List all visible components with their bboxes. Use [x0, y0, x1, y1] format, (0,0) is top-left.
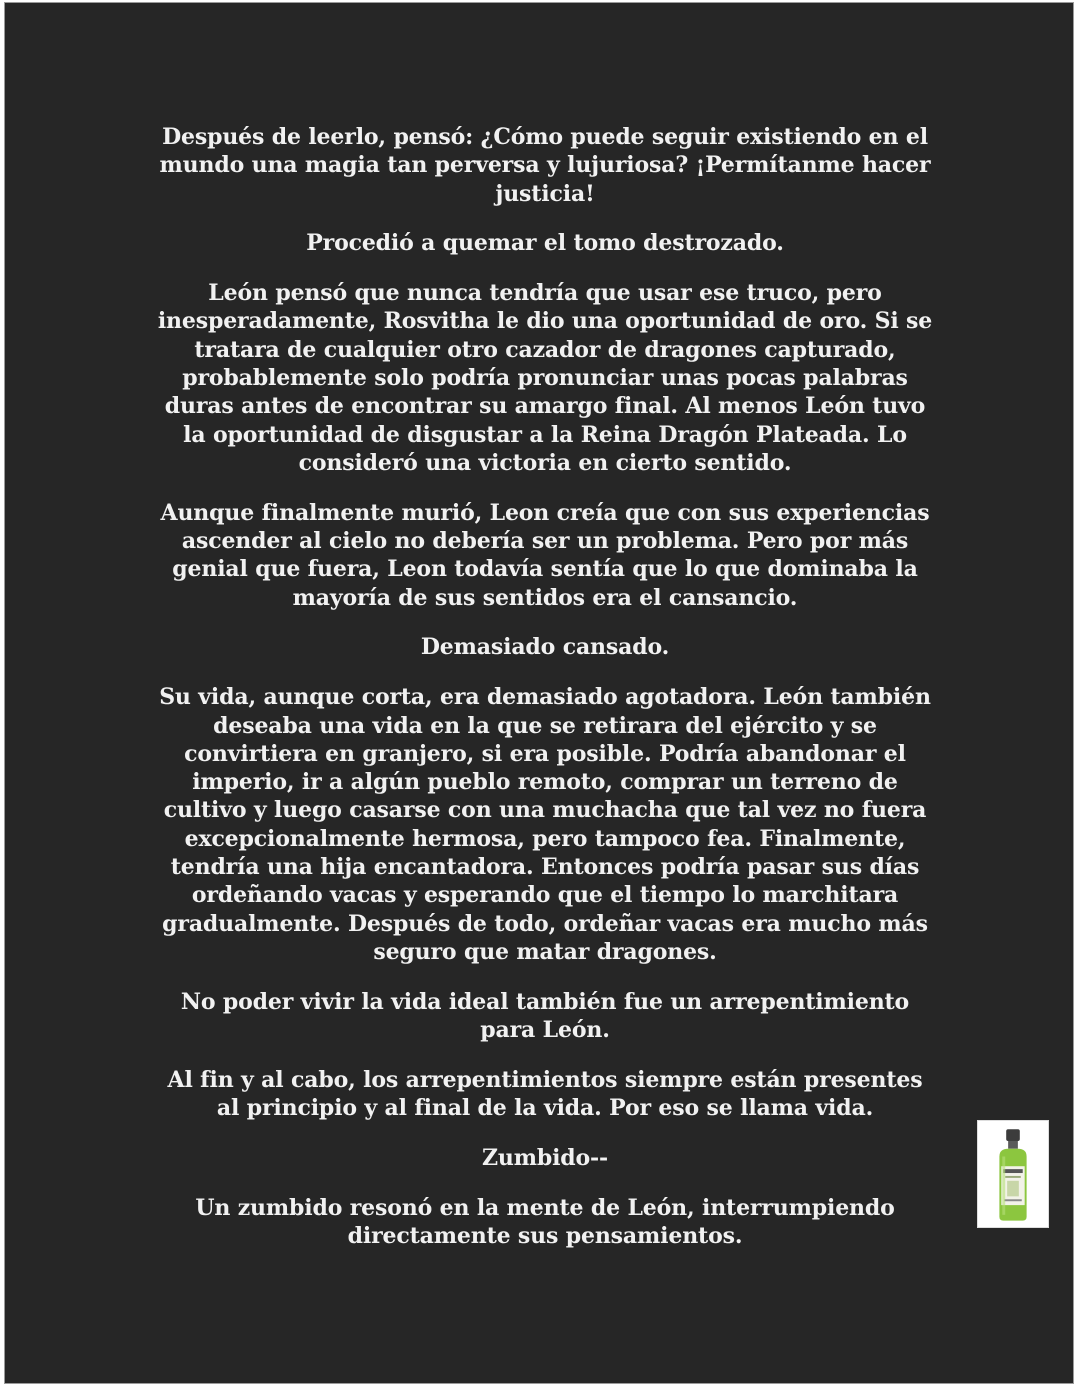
- reader-page: [4, 2, 1074, 1384]
- paragraph-9: Zumbido--: [481, 1144, 609, 1171]
- paragraph-10: Un zumbido resonó en la mente de León, interrumpiendo directamente sus pensamientos.: [195, 1194, 895, 1249]
- paragraph-2: Procedió a quemar el tomo destrozado.: [306, 230, 784, 257]
- paragraph-5: Demasiado cansado.: [420, 634, 670, 661]
- paragraph-8: Al fin y al cabo, los arrepentimientos siempre están presentes al principio y al final de la vida. Por eso se llama vida.: [167, 1066, 923, 1122]
- ad-banner[interactable]: [977, 1120, 1049, 1228]
- chapter-text: [157, 123, 933, 1272]
- paragraph-3: León pensó que nunca tendría que usar ese truco, pero inesperadamente, Rosvitha le dio una oportunidad de oro. Si se tratara de cualquier otro cazador de dragones capturado, probablemente solo podría pronunciar unas pocas palabras duras antes de encontrar su amargo final. Al menos León tuvo la oportunidad de disgustar a la Reina Dragón Plateada. Lo consideró una victoria en cierto sentido.: [157, 280, 933, 476]
- paragraph-7: No poder vivir la vida ideal también fue un arrepentimiento para León.: [180, 988, 910, 1044]
- paragraph-4: Aunque finalmente murió, Leon creía que con sus experiencias ascender al cielo no debería ser un problema. Pero por más genial que fuera, Leon todavía sentía que lo que dominaba la mayoría de sus sentidos era el cansancio.: [160, 499, 930, 611]
- green-bottle-icon: [978, 1121, 1048, 1227]
- paragraph-6: Su vida, aunque corta, era demasiado agotadora. León también deseaba una vida en la que se retirara del ejército y se convirtiera en granjero, si era posible. Podría abandonar el imperio, ir a algún pueblo remoto, comprar un terreno de cultivo y luego casarse con una muchacha que tal vez no fuera excepcionalmente hermosa, pero tampoco fea. Finalmente, tendría una hija encantadora. Entonces podría pasar sus días ordeñando vacas y esperando que el tiempo lo marchitara gradualmente. Después de todo, ordeñar vacas era mucho más seguro que matar dragones.: [159, 684, 931, 965]
- paragraph-1: Después de leerlo, pensó: ¿Cómo puede seguir existiendo en el mundo una magia tan perversa y lujuriosa? ¡Permítanme hacer justicia!: [159, 124, 931, 207]
